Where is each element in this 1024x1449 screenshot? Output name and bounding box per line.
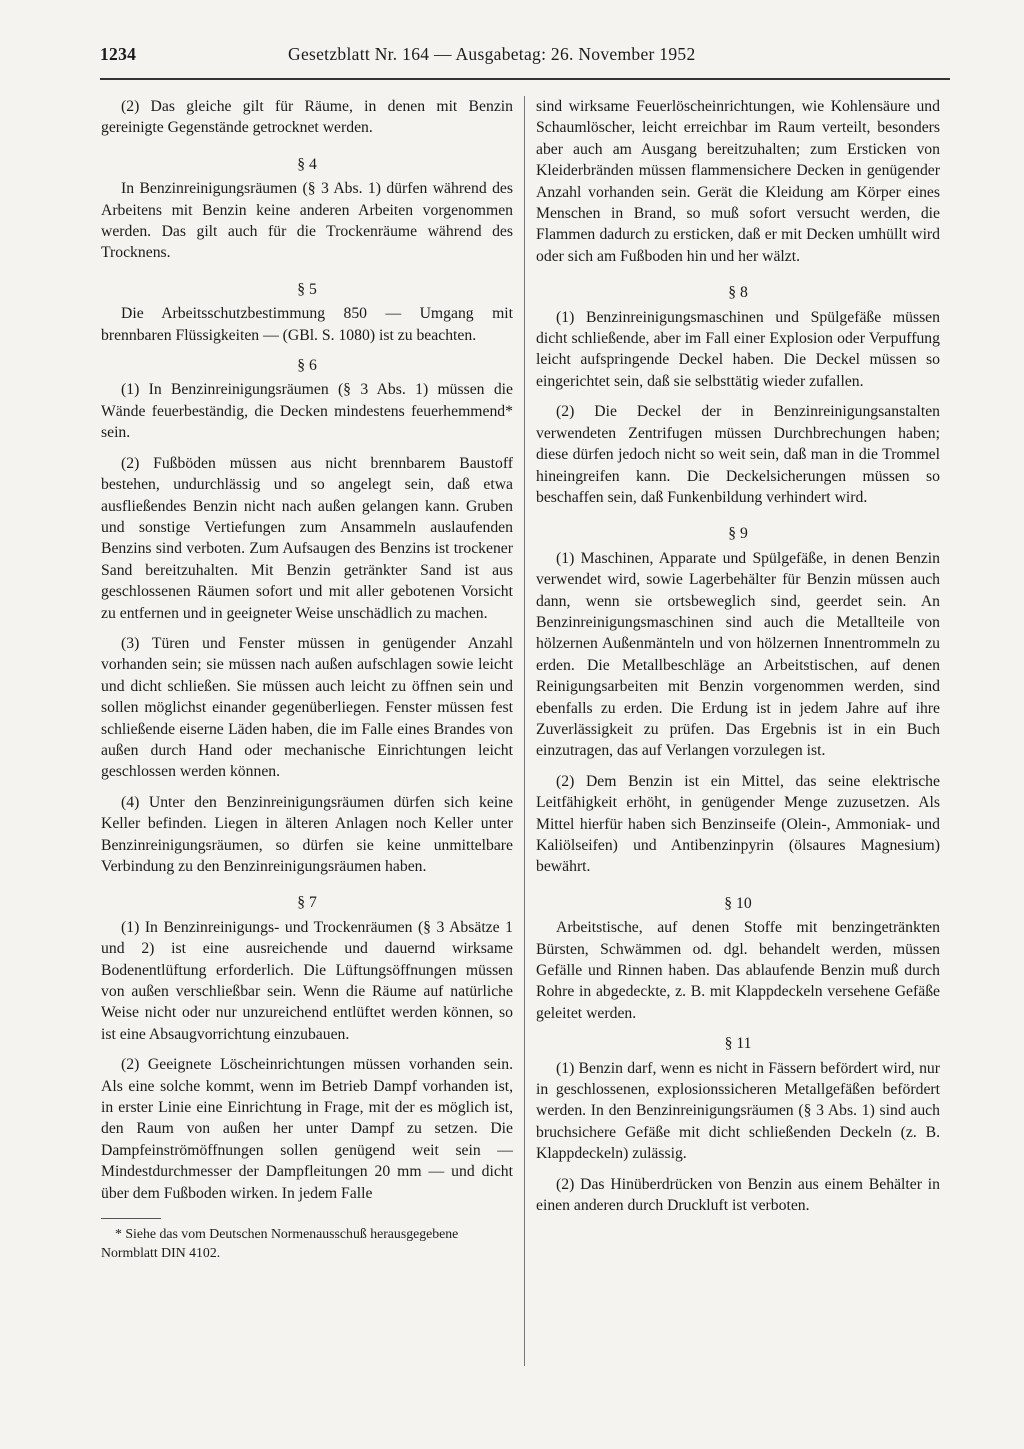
footnote: * Siehe das vom Deutschen Normenausschuß herausgegebene Normblatt DIN 4102. (101, 1226, 459, 1260)
paragraph: Arbeitstische, auf denen Stoffe mit benzingetränkten Bürsten, Schwämmen od. dgl. behandelt werden, müssen Gefälle und Rinnen haben. Das ablaufende Benzin muß durch Rohre in abgedeckte, z. B. mit Klappdeckeln versehene Gefäße geleitet werden. (536, 919, 940, 1022)
page-number: 1234 (100, 44, 137, 64)
paragraph: (1) Benzin darf, wenn es nicht in Fässern befördert wird, nur in geschlossenen, explosionssicheren Metallgefäßen befördert werden. In den Benzinreinigungsräumen (§ 3 Abs. 1) sind auch bruchsichere Gefäße mit dicht schließenden Deckeln (z. B. Klappdeckeln) zulässig. (536, 1059, 940, 1163)
paragraph: (1) In Benzinreinigungsräumen (§ 3 Abs. 1) müssen die Wände feuerbeständig, die Decken mindestens feuerhemmend* sein. (101, 381, 513, 442)
paragraph: Die Arbeitsschutzbestimmung 850 — Umgang mit brennbaren Flüssigkeiten — (GBl. S. 1080) ist zu beachten. (101, 305, 513, 344)
paragraph: (1) In Benzinreinigungs- und Trockenräumen (§ 3 Absätze 1 und 2) ist eine ausreichende und dauernd wirksame Bodenentlüftung erforderlich. Die Lüftungsöffnungen müssen von außen verschließbar sein. Wenn die Räume auf natürliche Weise nicht oder nur unzureichend entlüftet werden können, so ist eine Absaugvorrichtung einzubauen. (101, 918, 513, 1043)
paragraph: (2) Das gleiche gilt für Räume, in denen mit Benzin gereinigte Gegenstände getrocknet werden. (101, 98, 513, 137)
page-header (100, 44, 940, 70)
paragraph: (2) Dem Benzin ist ein Mittel, das seine elektrische Leitfähigkeit erhöht, in genügender Menge zuzusetzen. Als Mittel hierfür haben sich Benzinseife (Olein-, Ammoniak- und Kaliölseifen) und Antibenzinpyrin (ölsaures Magnesium) bewährt. (536, 772, 940, 876)
paragraph: (1) Maschinen, Apparate und Spülgefäße, in denen Benzin verwendet wird, sowie Lagerbehälter für Benzin müssen auch dann, wenn sie ortsbeweglich sind, geerdet sein. An Benzinreinigungsmaschinen sind auch die Metallteile von hölzernen Außenmänteln und von hölzernen Innentrommeln zu erden. Die Metallbeschläge an Arbeitstischen, auf denen Reinigungsarbeiten mit Benzin vorgenommen werden, sind ebenfalls zu erden. Die Erdung ist in jedem Jahre auf ihre Zuverlässigkeit zu prüfen. Das Ergebnis ist in ein Buch einzutragen, das auf Verlangen vorzulegen ist. (536, 549, 940, 760)
footnote-rule (101, 1218, 161, 1219)
section-heading: § 4 (297, 155, 317, 173)
paragraph: (1) Benzinreinigungsmaschinen und Spülgefäße müssen dicht schließende, aber im Fall einer Explosion oder Verpuffung leicht aufspringende Deckel haben. Die Deckel müssen so eingerichtet sein, daß sie selbsttätig wieder zufallen. (536, 308, 940, 390)
paragraph: (2) Fußböden müssen aus nicht brennbarem Baustoff bestehen, undurchlässig und so angelegt sein, daß etwa ausfließendes Benzin nicht nach außen gelangen kann. Gruben und sonstige Vertiefungen zum Ansammeln auslaufenden Benzins sind verboten. Zum Aufsaugen des Benzins ist trockener Sand bereitzuhalten. Mit Benzin getränkter Sand ist aus geschlossenen Räumen sofort und mit aller gebotenen Vorsicht zu entfernen und in geeigneter Weise unschädlich zu machen. (101, 454, 513, 622)
section-heading: § 9 (728, 525, 748, 543)
paragraph: (2) Das Hinüberdrücken von Benzin aus einem Behälter in einen anderen durch Druckluft ist verboten. (536, 1175, 940, 1215)
right-column (536, 96, 940, 1226)
section-heading: § 10 (724, 894, 752, 912)
paragraph: sind wirksame Feuerlöscheinrichtungen, wie Kohlensäure und Schaumlöscher, leicht erreichbar im Raum verteilt, besonders aber auch am Ausgang bereitzuhalten; zum Ersticken von Kleiderbränden müssen flammensichere Decken in genügender Anzahl vorhanden sein. Gerät die Kleidung am Körper eines Menschen in Brand, so muß sofort versucht werden, die Flammen dadurch zu ersticken, daß er mit Decken umhüllt wird oder sich am Fußboden hin und her wälzt. (536, 98, 940, 265)
paragraph: (4) Unter den Benzinreinigungsräumen dürfen sich keine Keller befinden. Liegen in älteren Anlagen noch Keller unter Benzinreinigungsräumen, so dürfen sie keine unmittelbare Verbindung zu den Benzinreinigungsräumen haben. (101, 793, 513, 875)
header-title: Gesetzblatt Nr. 164 — Ausgabetag: 26. November 1952 (288, 44, 696, 64)
section-heading: § 5 (297, 280, 317, 298)
section-heading: § 8 (728, 284, 748, 302)
header-rule (100, 78, 950, 80)
paragraph: (3) Türen und Fenster müssen in genügender Anzahl vorhanden sein; sie müssen nach außen aufschlagen sowie leicht und dicht schließen. Sie müssen auch leicht zu öffnen sein und sollen möglichst einander gegenüberliegen. Fenster müssen fest schließende eiserne Läden haben, die im Falle eines Brandes von außen durch Hand oder mechanische Einrichtungen leicht geschlossen werden können. (101, 634, 513, 781)
column-divider (524, 96, 525, 1366)
paragraph: In Benzinreinigungsräumen (§ 3 Abs. 1) dürfen während des Arbeitens mit Benzin keine anderen Arbeiten vorgenommen werden. Das gilt auch für die Trockenräume während des Trocknens. (101, 180, 513, 262)
paragraph: (2) Die Deckel der in Benzinreinigungsanstalten verwendeten Zentrifugen müssen Durchbrechungen haben; diese dürfen jedoch nicht so weit sein, daß man in die Trommel hineingreifen kann. Die Deckelsicherungen müssen so beschaffen sein, daß Funkenbildung verhindert wird. (536, 403, 940, 506)
section-heading: § 6 (297, 357, 317, 375)
paragraph: (2) Geeignete Löscheinrichtungen müssen vorhanden sein. Als eine solche kommt, wenn im Betrieb Dampf vorhanden ist, in erster Linie eine Einrichtung in Frage, mit der es möglich ist, den Raum von außen her unter Dampf zu setzen. Die Dampfeinströmöffnungen sollen genügend weit sein — Mindestdurchmesser der Dampfleitungen 20 mm — und dicht über dem Fußboden wirken. In jedem Falle (101, 1056, 513, 1202)
section-heading: § 7 (297, 894, 317, 912)
section-heading: § 11 (724, 1035, 752, 1053)
left-column (101, 96, 513, 1271)
